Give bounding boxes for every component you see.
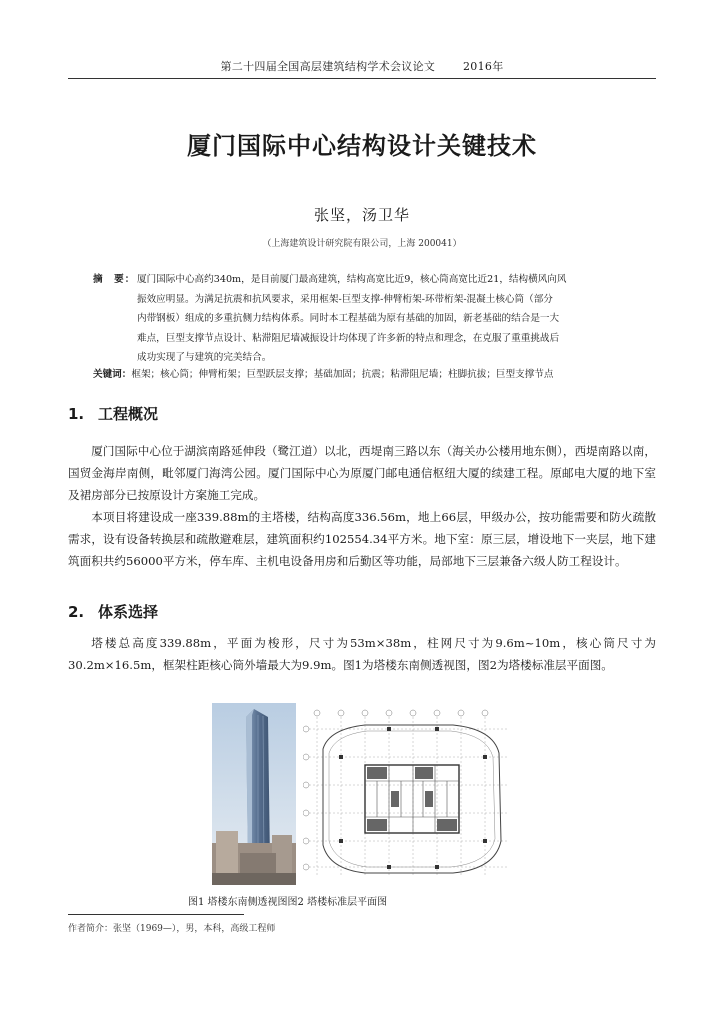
abstract-label: 摘 要： (93, 274, 136, 285)
section-heading-2 (68, 601, 158, 622)
section-title: 体系选择 (98, 603, 159, 621)
abstract-line: 成功实现了与建筑的完美结合。 (137, 352, 272, 363)
keywords (93, 366, 653, 380)
paper-authors: 张坚，汤卫华 (313, 206, 410, 224)
abstract (93, 270, 633, 368)
paper-title: 厦门国际中心结构设计关键技术 (187, 132, 537, 160)
paper-affiliation: （上海建筑设计研究院有限公司，上海 200041） (262, 239, 462, 249)
conference-name: 第二十四届全国高层建筑结构学术会议论文 (220, 60, 436, 73)
keywords-label: 关键词： (93, 369, 132, 380)
keywords-text: 框架；核心筒；伸臂桁架；巨型跃层支撑；基础加固；抗震；粘滞阻尼墙；柱脚抗拔；巨型支撑节点 (131, 369, 554, 380)
section-title: 工程概况 (98, 405, 159, 423)
conference-year: 2016年 (463, 60, 504, 73)
footnote-rule (68, 914, 244, 915)
section-1-paragraph-1: 厦门国际中心位于湖滨南路延伸段（鹭江道）以北，西堤南三路以东（海关办公楼用地东侧），西堤南路以南，国贸金海岸南侧，毗邻厦门海湾公园。厦门国际中心为原厦门邮电通信枢纽大厦的续建工程。原邮电大厦的地下室及裙房部分已按原设计方案施工完成。 (68, 444, 656, 502)
abstract-line: 振效应明显。为满足抗震和抗风要求，采用框架-巨型支撑-伸臂桁架-环带桁架-混凝土核心筒（部分 (137, 293, 553, 305)
section-2-paragraph-1: 塔楼总高度339.88m，平面为梭形，尺寸为53m×38m，柱网尺寸为9.6m~10m，核心筒尺寸为30.2m×16.5m，框架柱距核心筒外墙最大为9.9m。图1为塔楼东南侧透视图，图2为塔楼标准层平面图。 (68, 636, 656, 672)
author-footnote: 作者简介：张坚（1969—），男，本科，高级工程师 (68, 924, 276, 934)
section-heading-1 (68, 403, 158, 424)
section-number: 2. (68, 603, 85, 621)
section-1-paragraph-2: 本项目将建设成一座339.88m的主塔楼，结构高度336.56m，地上66层，甲级办公，按功能需要和防火疏散需求，设有设备转换层和疏散避难层，建筑面积约102554.34平方米。地下室：原三层，增设地下一夹层，地下建筑面积共约56000平方米，停车库、主机电设备用房和后勤区等功能，局部地下三层兼备六级人防工程设计。 (68, 510, 656, 568)
abstract-line: 内带钢板）组成的多重抗侧力结构体系。同时本工程基础为原有基础的加固，新老基础的结合是一大 (137, 313, 560, 324)
running-header (68, 58, 656, 79)
section-number: 1. (68, 405, 85, 423)
standard-floor-plan-drawing (303, 709, 515, 885)
figure-caption: 图1 塔楼东南侧透视图图2 塔楼标准层平面图 (188, 897, 388, 908)
abstract-line: 厦门国际中心高约340m，是目前厦门最高建筑，结构高宽比近9，核心筒高宽比近21，结构横风向风 (137, 274, 567, 285)
tower-perspective-image (212, 703, 296, 885)
abstract-line: 难点，巨型支撑节点设计、粘滞阻尼墙减振设计均体现了许多新的特点和理念，在克服了重重挑战后 (137, 332, 560, 344)
